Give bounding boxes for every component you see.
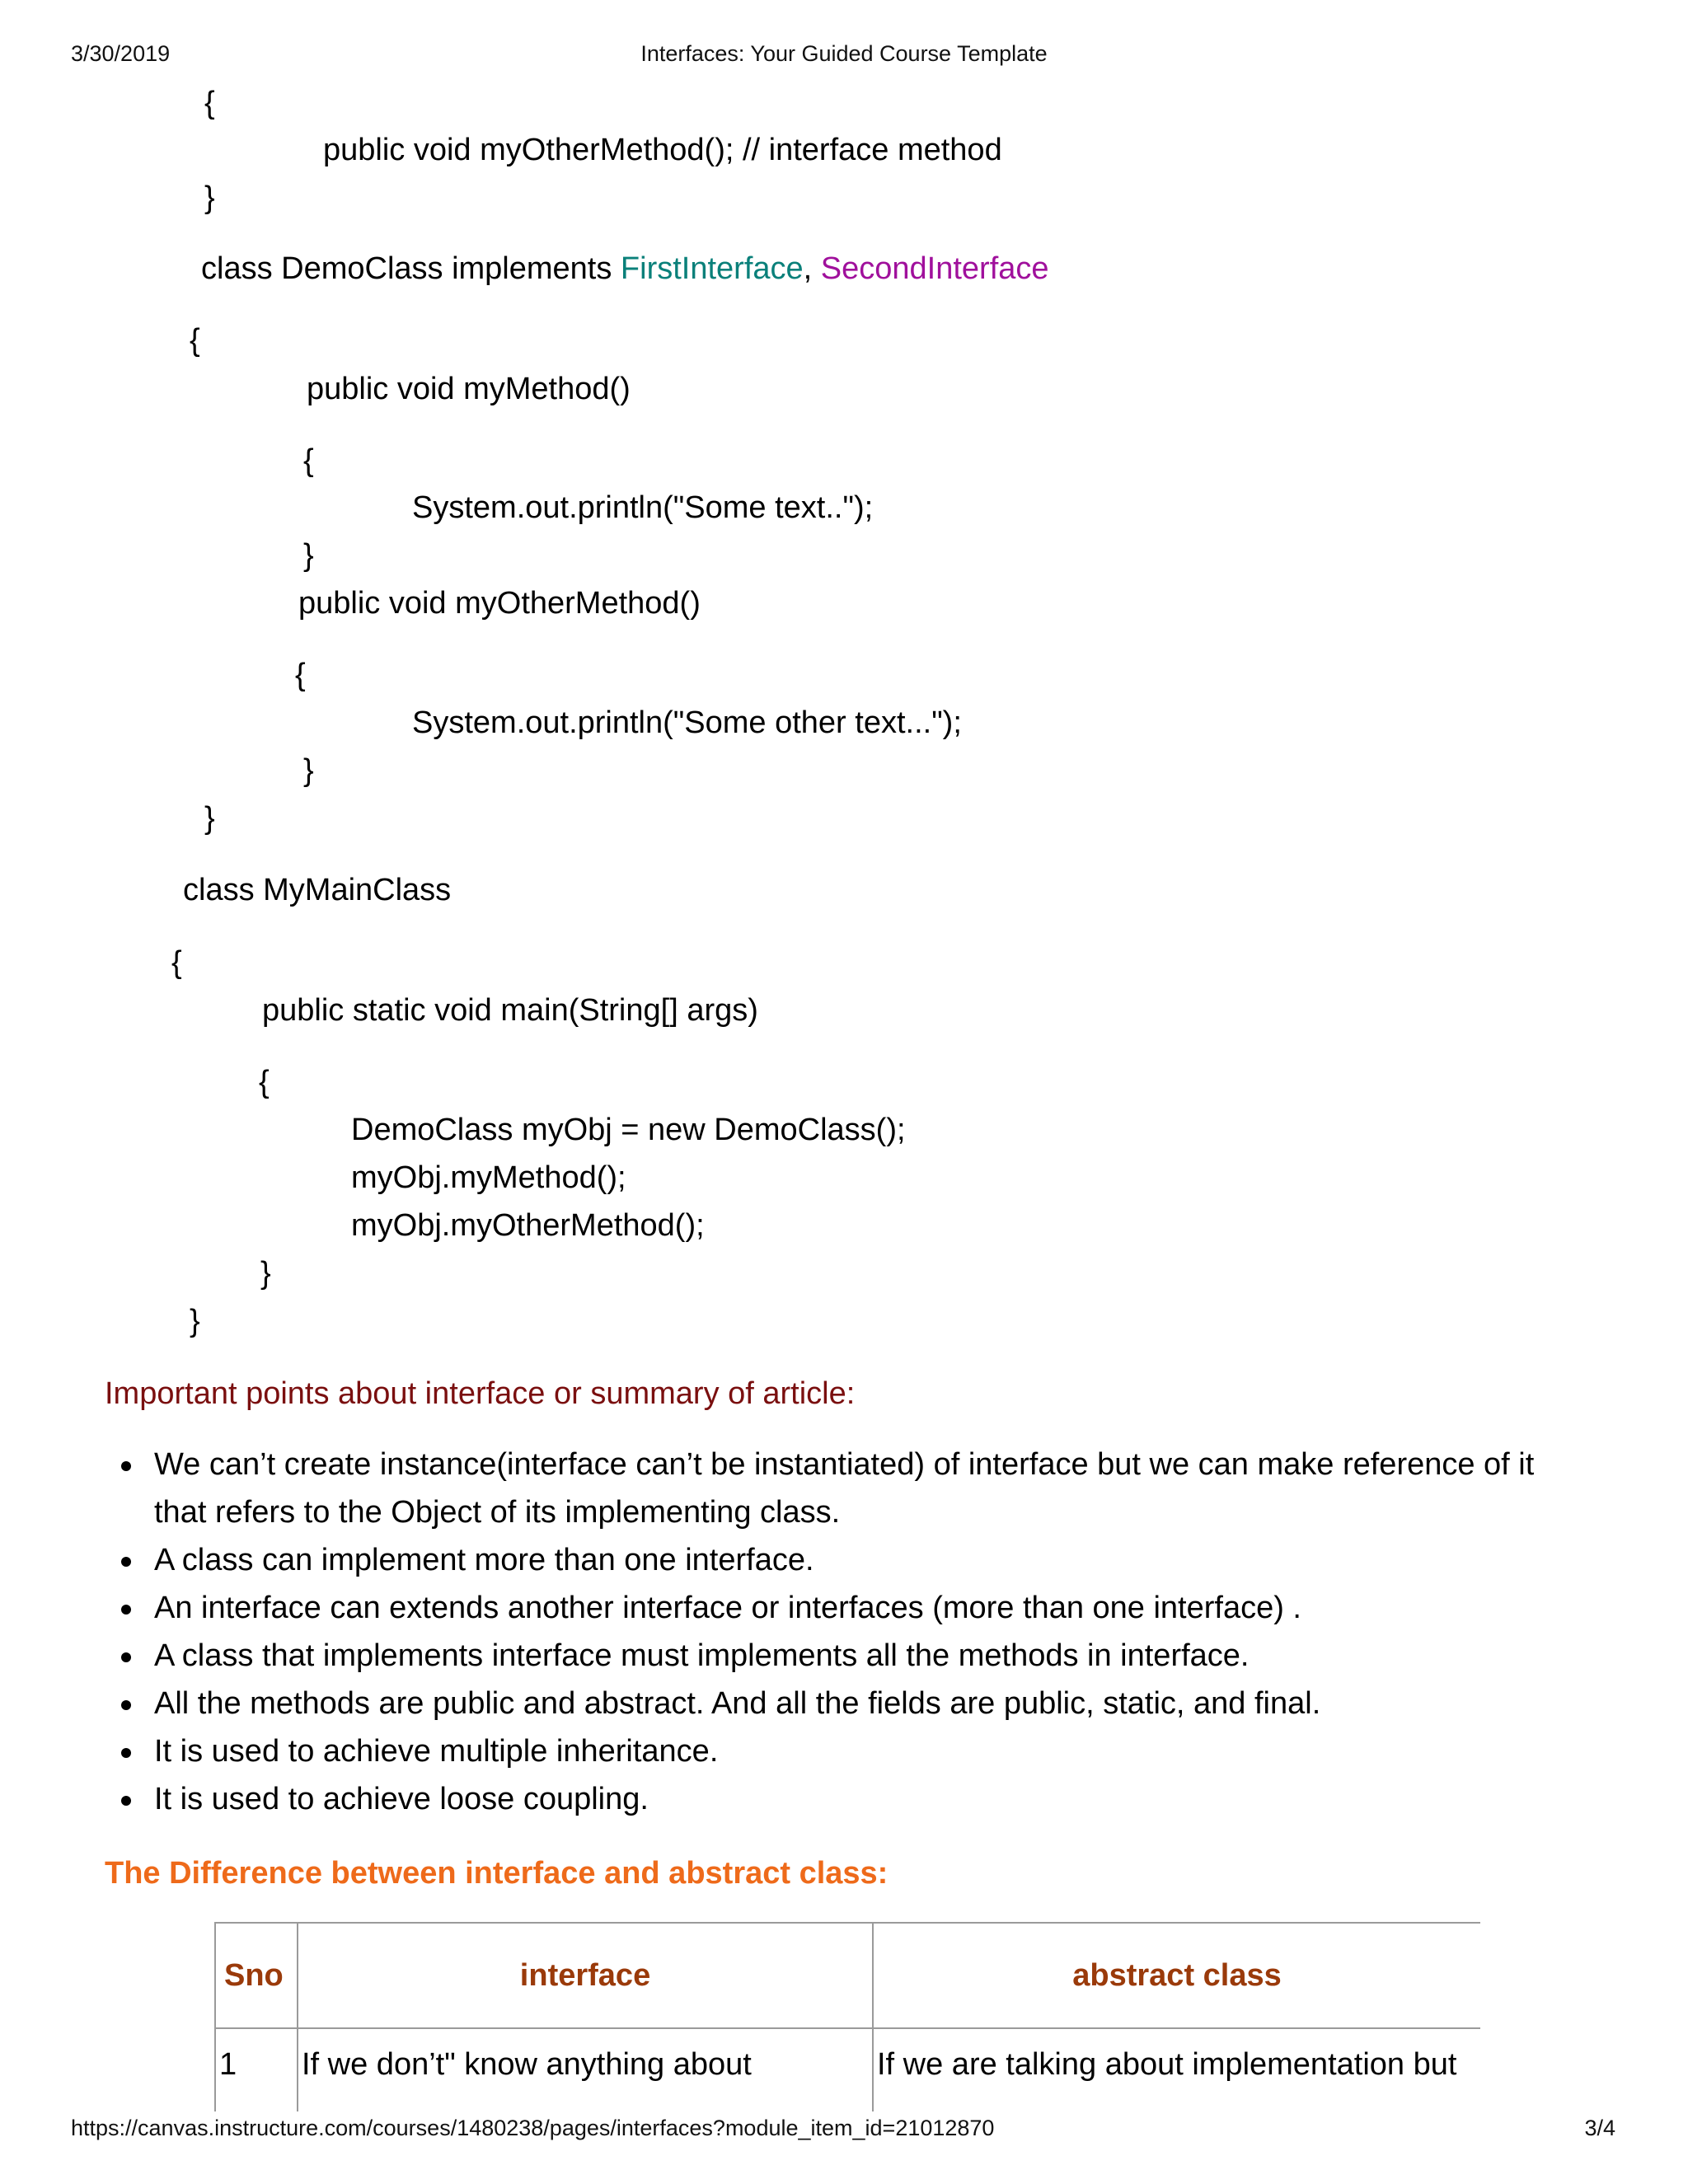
list-item bbox=[105, 1632, 1572, 1680]
code-line: } bbox=[204, 180, 215, 215]
code-line: } bbox=[190, 1304, 200, 1338]
code-text: class DemoClass implements bbox=[201, 251, 621, 286]
bullet-icon bbox=[121, 1748, 131, 1758]
print-date: 3/30/2019 bbox=[71, 41, 171, 66]
column-header-sno: Sno bbox=[215, 1923, 298, 2028]
list-item-text: It is used to achieve multiple inheritance. bbox=[154, 1734, 719, 1769]
code-line: public static void main(String[] args) bbox=[262, 993, 758, 1028]
code-line: { bbox=[190, 323, 200, 358]
list-item bbox=[105, 1536, 1572, 1584]
list-item-text: It is used to achieve loose coupling. bbox=[154, 1782, 649, 1816]
code-line: System.out.println("Some text.."); bbox=[412, 490, 874, 525]
list-item-text: All the methods are public and abstract. And all the fields are public, static, and final. bbox=[154, 1686, 1321, 1721]
table-cell: 1 bbox=[215, 2028, 298, 2111]
table-header-row bbox=[215, 1923, 1480, 2028]
page-title: Interfaces: Your Guided Course Template bbox=[640, 41, 1048, 66]
code-line: myObj.myOtherMethod(); bbox=[351, 1208, 705, 1243]
code-line: System.out.println("Some other text..."); bbox=[412, 705, 962, 740]
code-line: } bbox=[303, 753, 314, 788]
class-declaration-demo bbox=[201, 250, 1049, 288]
summary-heading: Important points about interface or summary of article: bbox=[105, 1376, 856, 1411]
difference-heading: The Difference between interface and abstract class: bbox=[105, 1856, 889, 1891]
list-item bbox=[105, 1680, 1572, 1727]
code-line: DemoClass myObj = new DemoClass(); bbox=[351, 1113, 906, 1147]
bullet-icon bbox=[121, 1700, 131, 1710]
list-item-text: We can’t create instance(interface can’t be instantiated) of interface but we can make reference of it that refers to the Object of its implementing class. bbox=[154, 1447, 1535, 1530]
code-line: } bbox=[204, 801, 215, 836]
code-line: public void myOtherMethod() bbox=[298, 586, 701, 621]
page-number: 3/4 bbox=[1584, 2116, 1615, 2140]
code-line: myObj.myMethod(); bbox=[351, 1160, 626, 1195]
list-item bbox=[105, 1584, 1572, 1632]
first-interface-name: FirstInterface bbox=[620, 251, 804, 286]
code-line: public void myMethod() bbox=[307, 372, 631, 406]
code-line: { bbox=[204, 86, 215, 120]
summary-list bbox=[105, 1441, 1572, 1823]
list-item-text: An interface can extends another interface or interfaces (more than one interface) . bbox=[154, 1591, 1301, 1625]
bullet-icon bbox=[121, 1796, 131, 1806]
code-line: { bbox=[171, 945, 182, 980]
table-cell: If we don’t" know anything about bbox=[298, 2028, 873, 2111]
table-cell: If we are talking about implementation but bbox=[873, 2028, 1480, 2111]
column-header-interface: interface bbox=[298, 1923, 873, 2028]
difference-table bbox=[214, 1922, 1480, 2111]
bullet-icon bbox=[121, 1557, 131, 1567]
code-line: { bbox=[259, 1065, 270, 1099]
list-item-text: A class that implements interface must implements all the methods in interface. bbox=[154, 1638, 1250, 1673]
difference-table-container bbox=[214, 1922, 1480, 2111]
list-item bbox=[105, 1441, 1572, 1536]
code-line: { bbox=[303, 443, 314, 478]
code-text: , bbox=[803, 251, 821, 286]
code-line: } bbox=[260, 1256, 271, 1291]
code-line: class MyMainClass bbox=[183, 873, 452, 907]
list-item bbox=[105, 1775, 1572, 1823]
page-url: https://canvas.instructure.com/courses/1480238/pages/interfaces?module_item_id=21012870 bbox=[71, 2116, 995, 2140]
code-line: } bbox=[303, 538, 314, 573]
table-row bbox=[215, 2028, 1480, 2111]
bullet-icon bbox=[121, 1652, 131, 1662]
code-line: { bbox=[295, 658, 306, 692]
column-header-abstract-class: abstract class bbox=[873, 1923, 1480, 2028]
bullet-icon bbox=[121, 1461, 131, 1471]
bullet-icon bbox=[121, 1605, 131, 1615]
list-item-text: A class can implement more than one interface. bbox=[154, 1543, 814, 1577]
second-interface-name: SecondInterface bbox=[820, 251, 1049, 286]
code-line: public void myOtherMethod(); // interface method bbox=[323, 133, 1002, 167]
list-item bbox=[105, 1727, 1572, 1775]
